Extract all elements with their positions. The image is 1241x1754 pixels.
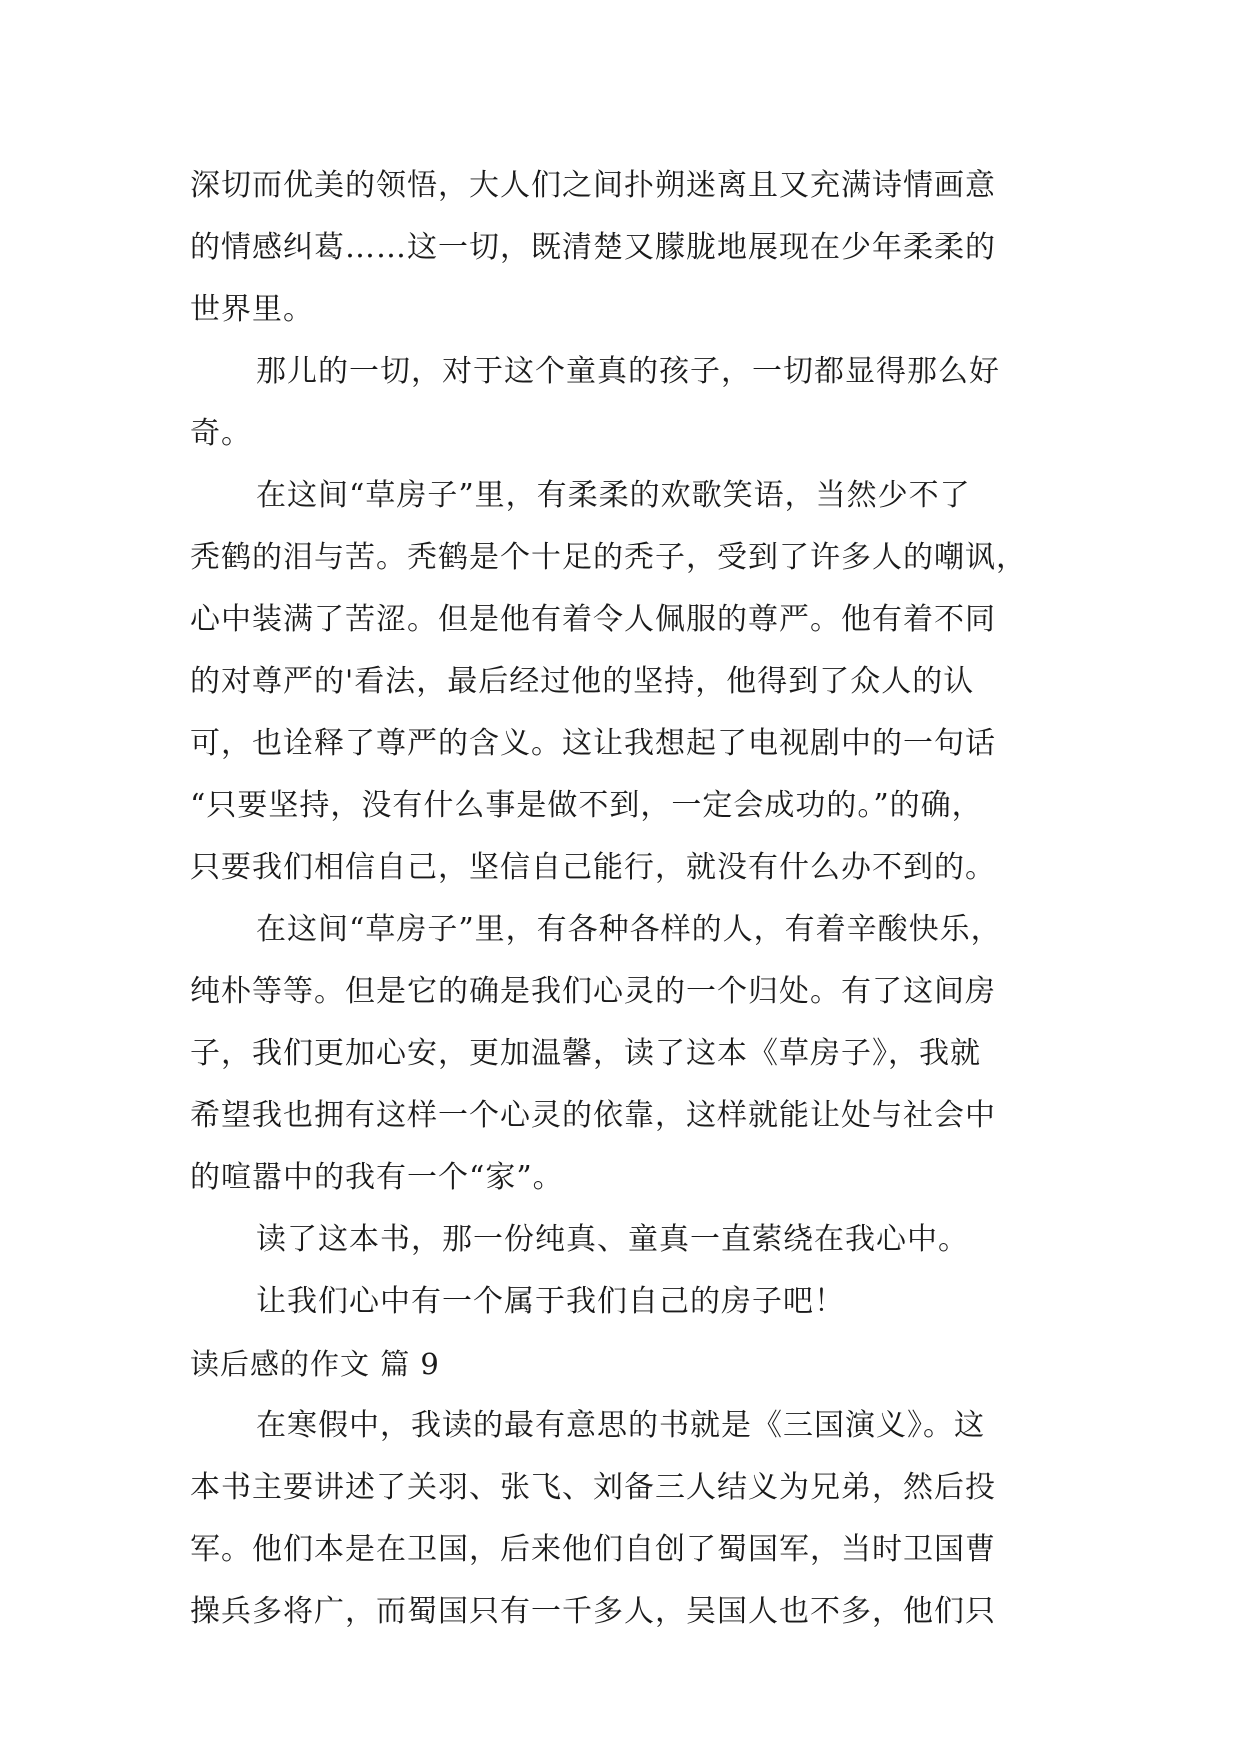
section-heading: 读后感的作文 篇 9 bbox=[190, 1347, 440, 1381]
text-line: 的喧嚣中的我有一个“家”。 bbox=[190, 1160, 564, 1195]
text-line: 希望我也拥有这样一个心灵的依靠，这样就能让处与社会中 bbox=[190, 1098, 996, 1133]
text-line: 子，我们更加心安，更加温馨，读了这本《草房子》，我就 bbox=[190, 1036, 981, 1071]
paragraph-start-line: 在寒假中，我读的最有意思的书就是《三国演义》。这 bbox=[256, 1408, 985, 1443]
paragraph-start-line: 那儿的一切，对于这个童真的孩子，一切都显得那么好 bbox=[256, 354, 1000, 389]
text-line: 可，也诠释了尊严的含义。这让我想起了电视剧中的一句话 bbox=[190, 726, 996, 761]
text-line: 深切而优美的领悟，大人们之间扑朔迷离且又充满诗情画意 bbox=[190, 168, 996, 203]
text-line: “只要坚持，没有什么事是做不到，一定会成功的。”的确， bbox=[190, 788, 983, 823]
text-line: 奇。 bbox=[190, 416, 252, 451]
text-line: 军。他们本是在卫国，后来他们自创了蜀国军，当时卫国曹 bbox=[190, 1532, 996, 1567]
text-line: 的情感纠葛……这一切，既清楚又朦胧地展现在少年柔柔的 bbox=[190, 230, 996, 265]
text-line: 的对尊严的'看法，最后经过他的坚持，他得到了众人的认 bbox=[190, 664, 975, 699]
paragraph-start-line: 让我们心中有一个属于我们自己的房子吧！ bbox=[256, 1284, 845, 1319]
document-body bbox=[190, 155, 1065, 1643]
text-line: 心中装满了苦涩。但是他有着令人佩服的尊严。他有着不同 bbox=[190, 602, 996, 637]
text-line: 本书主要讲述了关羽、张飞、刘备三人结义为兄弟，然后投 bbox=[190, 1470, 996, 1505]
paragraph-start-line: 读了这本书，那一份纯真、童真一直萦绕在我心中。 bbox=[256, 1222, 969, 1257]
paragraph-start-line: 在这间“草房子”里，有柔柔的欢歌笑语，当然少不了 bbox=[256, 478, 971, 513]
text-line: 只要我们相信自己，坚信自己能行，就没有什么办不到的。 bbox=[190, 850, 996, 885]
text-line: 纯朴等等。但是它的确是我们心灵的一个归处。有了这间房 bbox=[190, 974, 996, 1009]
text-line: 世界里。 bbox=[190, 292, 314, 327]
text-line: 秃鹤的泪与苦。秃鹤是个十足的秃子，受到了许多人的嘲讽， bbox=[190, 540, 1027, 575]
text-line: 操兵多将广，而蜀国只有一千多人，吴国人也不多，他们只 bbox=[190, 1594, 996, 1629]
paragraph-start-line: 在这间“草房子”里，有各种各样的人，有着辛酸快乐， bbox=[256, 912, 1002, 947]
